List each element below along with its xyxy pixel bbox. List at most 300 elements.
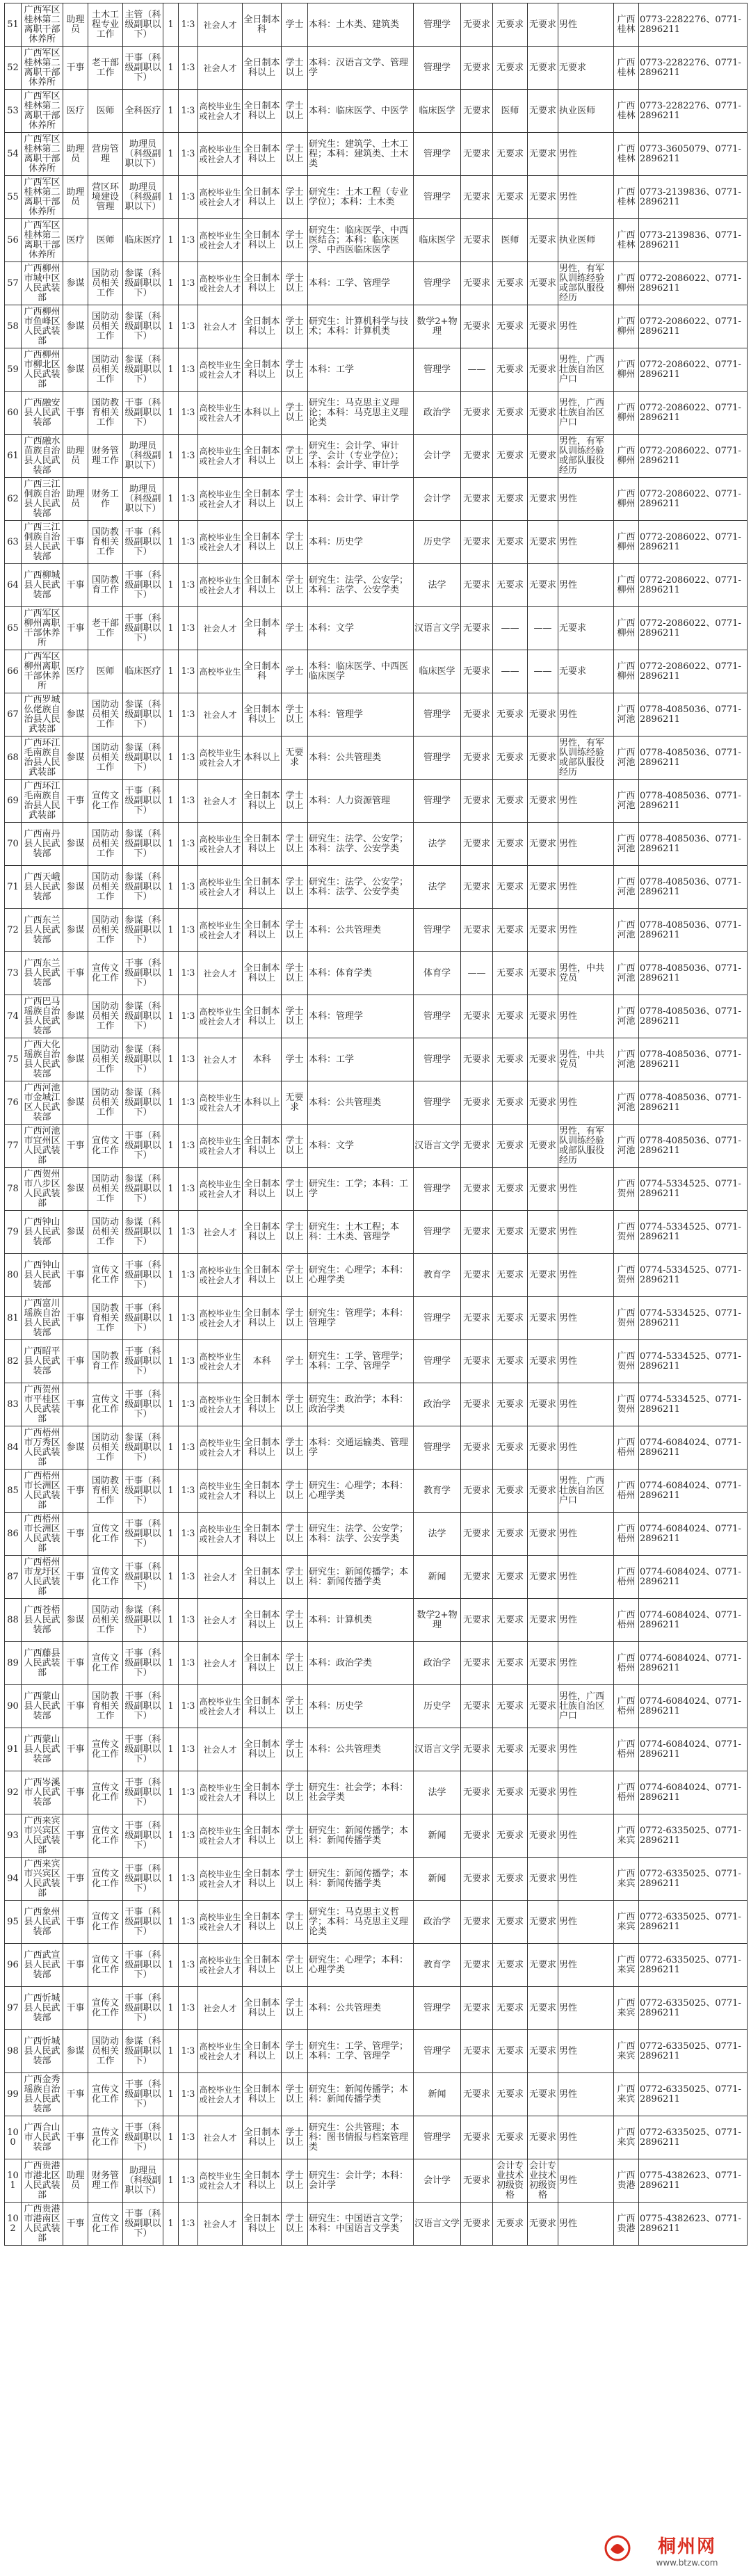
cell-age: 无要求	[461, 2116, 493, 2159]
table-row	[5, 1987, 748, 2030]
cell-age: ——	[461, 952, 493, 995]
cell-age: 无要求	[461, 1038, 493, 1081]
cell-qualification: 无要求	[493, 1814, 528, 1858]
cell-certificate: 无要求	[528, 1642, 558, 1685]
cell-education: 全日制本科以上	[243, 1211, 282, 1254]
cell-location: 广西贺州	[614, 1254, 639, 1297]
cell-position-category: 干事	[63, 1642, 88, 1685]
cell-position-category: 助理员	[63, 3, 88, 47]
cell-position-duty: 营房管理	[88, 133, 123, 176]
table-row	[5, 823, 748, 866]
cell-exam-subject: 法学	[414, 823, 461, 866]
cell-source: 高校毕业生或社会人才	[198, 1470, 243, 1513]
cell-exam-subject: 管理学	[414, 1211, 461, 1254]
table-row	[5, 262, 748, 305]
cell-exam-ratio: 1∶3	[179, 1685, 198, 1728]
cell-major: 研究生：工学、管理学；本科：工学、管理学	[308, 1340, 414, 1383]
table-body	[5, 3, 748, 2246]
cell-location: 广西梧州	[614, 1599, 639, 1642]
cell-position-title: 全科医疗	[123, 90, 163, 133]
cell-position-category: 参谋	[63, 1081, 88, 1125]
cell-degree: 学士以上	[282, 1987, 308, 2030]
cell-position-title: 临床医疗	[123, 650, 163, 693]
cell-age: 无要求	[461, 90, 493, 133]
cell-age: ——	[461, 348, 493, 392]
cell-age: 无要求	[461, 3, 493, 47]
cell-age: 无要求	[461, 607, 493, 650]
cell-other-requirement: 男性	[558, 478, 614, 521]
cell-location: 广西梧州	[614, 1513, 639, 1556]
cell-degree: 学士以上	[282, 2030, 308, 2073]
cell-employer: 广西忻城县人民武装部	[22, 2030, 63, 2073]
cell-exam-subject: 法学	[414, 1771, 461, 1814]
cell-age: 无要求	[461, 1556, 493, 1599]
cell-certificate: 无要求	[528, 1771, 558, 1814]
cell-exam-ratio: 1∶3	[179, 952, 198, 995]
cell-location: 广西河池	[614, 1125, 639, 1168]
cell-position-category: 参谋	[63, 1038, 88, 1081]
cell-contact-phone: 0773-3605079、0771-2896211	[639, 133, 748, 176]
cell-exam-subject: 新闻	[414, 1858, 461, 1901]
cell-source: 高校毕业生或社会人才	[198, 1944, 243, 1987]
cell-degree: 学士以上	[282, 780, 308, 823]
cell-position-title: 干事（科级副职以下）	[123, 2203, 163, 2246]
cell-row-number: 98	[5, 2030, 22, 2073]
cell-exam-ratio: 1∶3	[179, 693, 198, 736]
cell-other-requirement: 无要求	[558, 607, 614, 650]
cell-age: 无要求	[461, 823, 493, 866]
cell-position-duty: 国防教育相关工作	[88, 1470, 123, 1513]
cell-source: 高校毕业生或社会人才	[198, 1254, 243, 1297]
cell-location: 广西贺州	[614, 1340, 639, 1383]
cell-position-title: 干事（科级副职以下）	[123, 1901, 163, 1944]
cell-headcount: 1	[163, 1470, 179, 1513]
cell-headcount: 1	[163, 1642, 179, 1685]
cell-other-requirement: 男性	[558, 521, 614, 564]
cell-degree: 学士以上	[282, 1556, 308, 1599]
cell-age: 无要求	[461, 2203, 493, 2246]
cell-headcount: 1	[163, 650, 179, 693]
cell-education: 全日制本科以上	[243, 866, 282, 909]
cell-position-title: 助理员（科级副职以下）	[123, 478, 163, 521]
cell-major: 本科：公共管理类	[308, 1081, 414, 1125]
cell-source: 高校毕业生或社会人才	[198, 219, 243, 262]
cell-source: 高校毕业生或社会人才	[198, 1383, 243, 1426]
cell-major: 研究生：会计学、审计学、会计（专业学位）；本科：会计学、审计学	[308, 435, 414, 478]
cell-position-category: 参谋	[63, 305, 88, 348]
cell-exam-subject: 管理学	[414, 736, 461, 780]
cell-exam-ratio: 1∶3	[179, 607, 198, 650]
cell-employer: 广西梧州市长洲区人民武装部	[22, 1470, 63, 1513]
cell-employer: 广西贵港市港南区人民武装部	[22, 2203, 63, 2246]
cell-other-requirement: 男性	[558, 909, 614, 952]
cell-other-requirement: 男性	[558, 2073, 614, 2116]
cell-exam-subject: 教育学	[414, 1944, 461, 1987]
table-row	[5, 1513, 748, 1556]
table-row	[5, 1470, 748, 1513]
cell-location: 广西梧州	[614, 1470, 639, 1513]
cell-source: 社会人才	[198, 780, 243, 823]
cell-other-requirement: 男性	[558, 1168, 614, 1211]
cell-source: 社会人才	[198, 1728, 243, 1771]
cell-exam-subject: 历史学	[414, 521, 461, 564]
cell-degree: 学士	[282, 1340, 308, 1383]
cell-row-number: 68	[5, 736, 22, 780]
cell-major: 研究生：公共管理；本科：图书情报与档案管理类	[308, 2116, 414, 2159]
cell-location: 广西柳州	[614, 435, 639, 478]
cell-other-requirement: 男性	[558, 1814, 614, 1858]
cell-education: 全日制本科以上	[243, 1944, 282, 1987]
cell-location: 广西柳州	[614, 521, 639, 564]
cell-row-number: 95	[5, 1901, 22, 1944]
cell-contact-phone: 0778-4085036、0771-2896211	[639, 780, 748, 823]
cell-headcount: 1	[163, 219, 179, 262]
cell-contact-phone: 0772-2086022、0771-2896211	[639, 305, 748, 348]
cell-exam-subject: 新闻	[414, 1556, 461, 1599]
cell-row-number: 100	[5, 2116, 22, 2159]
cell-source: 高校毕业生或社会人才	[198, 90, 243, 133]
cell-degree: 学士以上	[282, 866, 308, 909]
table-row	[5, 478, 748, 521]
cell-exam-subject: 管理学	[414, 1297, 461, 1340]
cell-education: 全日制本科以上	[243, 219, 282, 262]
cell-headcount: 1	[163, 478, 179, 521]
cell-certificate: 无要求	[528, 1470, 558, 1513]
cell-position-title: 参谋（科级副职以下）	[123, 262, 163, 305]
cell-major: 本科：体育学类	[308, 952, 414, 995]
cell-position-duty: 国防动员相关工作	[88, 736, 123, 780]
cell-certificate: 无要求	[528, 1081, 558, 1125]
cell-position-category: 助理员	[63, 176, 88, 219]
cell-education: 全日制本科以上	[243, 1987, 282, 2030]
cell-position-title: 干事（科级副职以下）	[123, 607, 163, 650]
cell-position-category: 干事	[63, 1728, 88, 1771]
cell-employer: 广西钟山县人民武装部	[22, 1211, 63, 1254]
cell-exam-ratio: 1∶3	[179, 2116, 198, 2159]
cell-qualification: 无要求	[493, 1944, 528, 1987]
cell-position-duty: 国防动员相关工作	[88, 305, 123, 348]
cell-degree: 学士以上	[282, 1426, 308, 1470]
cell-location: 广西河池	[614, 866, 639, 909]
cell-qualification: 无要求	[493, 262, 528, 305]
cell-position-duty: 国防动员相关工作	[88, 262, 123, 305]
cell-exam-subject: 管理学	[414, 995, 461, 1038]
cell-contact-phone: 0774-5334525、0771-2896211	[639, 1297, 748, 1340]
table-row	[5, 1556, 748, 1599]
cell-position-duty: 财务管理工作	[88, 435, 123, 478]
cell-exam-ratio: 1∶3	[179, 1858, 198, 1901]
cell-row-number: 76	[5, 1081, 22, 1125]
cell-row-number: 82	[5, 1340, 22, 1383]
site-watermark	[629, 2527, 745, 2572]
cell-source: 高校毕业生或社会人才	[198, 435, 243, 478]
cell-major: 研究生：临床医学、中西医结合；本科：临床医学、中西医临床医学	[308, 219, 414, 262]
cell-exam-ratio: 1∶3	[179, 2030, 198, 2073]
cell-major: 研究生：工学、管理学；本科：工学、管理学	[308, 2030, 414, 2073]
cell-degree: 学士	[282, 607, 308, 650]
cell-major: 研究生：心理学；本科：心理学类	[308, 1944, 414, 1987]
cell-qualification: 无要求	[493, 1858, 528, 1901]
cell-other-requirement: 男性，中共党员	[558, 952, 614, 995]
cell-position-category: 参谋	[63, 909, 88, 952]
cell-certificate: 无要求	[528, 564, 558, 607]
cell-other-requirement: 男性	[558, 3, 614, 47]
cell-certificate: 无要求	[528, 176, 558, 219]
cell-headcount: 1	[163, 1728, 179, 1771]
cell-education: 全日制本科以上	[243, 435, 282, 478]
cell-position-title: 干事（科级副职以下）	[123, 1987, 163, 2030]
cell-contact-phone: 0773-2282276、0771-2896211	[639, 47, 748, 90]
cell-degree: 学士以上	[282, 2116, 308, 2159]
cell-degree: 学士以上	[282, 176, 308, 219]
cell-degree: 学士以上	[282, 1125, 308, 1168]
cell-qualification: 无要求	[493, 1297, 528, 1340]
cell-age: 无要求	[461, 521, 493, 564]
cell-position-category: 干事	[63, 2203, 88, 2246]
cell-position-title: 干事（科级副职以下）	[123, 1125, 163, 1168]
cell-major: 本科：人力资源管理	[308, 780, 414, 823]
cell-exam-ratio: 1∶3	[179, 736, 198, 780]
table-row	[5, 47, 748, 90]
cell-employer: 广西来宾市兴宾区人民武装部	[22, 1814, 63, 1858]
cell-major: 本科：管理学	[308, 693, 414, 736]
cell-other-requirement: 男性	[558, 780, 614, 823]
cell-education: 全日制本科以上	[243, 47, 282, 90]
cell-position-duty: 宣传文化工作	[88, 1556, 123, 1599]
cell-location: 广西桂林	[614, 3, 639, 47]
cell-exam-ratio: 1∶3	[179, 1901, 198, 1944]
cell-position-title: 干事（科级副职以下）	[123, 1771, 163, 1814]
cell-headcount: 1	[163, 1125, 179, 1168]
cell-certificate: 会计专业技术初级资格	[528, 2159, 558, 2203]
cell-exam-subject: 数学2+物理	[414, 305, 461, 348]
cell-position-title: 参谋（科级副职以下）	[123, 1168, 163, 1211]
cell-exam-subject: 管理学	[414, 176, 461, 219]
cell-headcount: 1	[163, 693, 179, 736]
cell-major: 研究生：计算机科学与技术；本科：计算机类	[308, 305, 414, 348]
cell-location: 广西来宾	[614, 1814, 639, 1858]
site-logo-icon	[604, 2534, 631, 2562]
cell-position-title: 干事（科级副职以下）	[123, 392, 163, 435]
cell-exam-subject: 管理学	[414, 1081, 461, 1125]
cell-position-duty: 国防教育工作	[88, 1340, 123, 1383]
cell-other-requirement: 无要求	[558, 650, 614, 693]
cell-location: 广西贺州	[614, 1211, 639, 1254]
cell-age: 无要求	[461, 1426, 493, 1470]
cell-exam-subject: 历史学	[414, 1685, 461, 1728]
cell-position-category: 参谋	[63, 1211, 88, 1254]
cell-other-requirement: 男性	[558, 823, 614, 866]
cell-education: 全日制本科以上	[243, 1858, 282, 1901]
cell-contact-phone: 0772-6335025、0771-2896211	[639, 1944, 748, 1987]
cell-education: 全日制本科以上	[243, 952, 282, 995]
cell-position-title: 干事（科级副职以下）	[123, 1685, 163, 1728]
cell-source: 高校毕业生或社会人才	[198, 736, 243, 780]
cell-age: 无要求	[461, 1383, 493, 1426]
cell-row-number: 86	[5, 1513, 22, 1556]
cell-major: 研究生：工学；本科：工学	[308, 1168, 414, 1211]
cell-certificate: 无要求	[528, 1297, 558, 1340]
cell-degree: 学士以上	[282, 1168, 308, 1211]
cell-age: 无要求	[461, 866, 493, 909]
cell-headcount: 1	[163, 305, 179, 348]
cell-position-duty: 国防教育相关工作	[88, 1297, 123, 1340]
cell-qualification: 无要求	[493, 1771, 528, 1814]
cell-qualification: 无要求	[493, 1038, 528, 1081]
cell-contact-phone: 0778-4085036、0771-2896211	[639, 866, 748, 909]
cell-age: 无要求	[461, 1340, 493, 1383]
cell-row-number: 53	[5, 90, 22, 133]
cell-employer: 广西昭平县人民武装部	[22, 1340, 63, 1383]
cell-employer: 广西环江毛南族自治县人民武装部	[22, 780, 63, 823]
cell-employer: 广西军区桂林第二离职干部休养所	[22, 176, 63, 219]
cell-exam-ratio: 1∶3	[179, 1081, 198, 1125]
cell-other-requirement: 男性	[558, 2159, 614, 2203]
cell-location: 广西来宾	[614, 1944, 639, 1987]
table-row	[5, 1081, 748, 1125]
cell-contact-phone: 0772-2086022、0771-2896211	[639, 521, 748, 564]
cell-location: 广西柳州	[614, 478, 639, 521]
cell-source: 社会人才	[198, 693, 243, 736]
cell-age: 无要求	[461, 650, 493, 693]
cell-headcount: 1	[163, 1858, 179, 1901]
cell-location: 广西来宾	[614, 1901, 639, 1944]
cell-certificate: 无要求	[528, 909, 558, 952]
cell-position-title: 干事（科级副职以下）	[123, 1340, 163, 1383]
cell-location: 广西贺州	[614, 1297, 639, 1340]
table-row	[5, 1771, 748, 1814]
cell-exam-subject: 管理学	[414, 1426, 461, 1470]
cell-exam-ratio: 1∶3	[179, 348, 198, 392]
cell-source: 高校毕业生或社会人才	[198, 1340, 243, 1383]
cell-row-number: 102	[5, 2203, 22, 2246]
cell-employer: 广西河池市宜州区人民武装部	[22, 1125, 63, 1168]
cell-position-category: 干事	[63, 564, 88, 607]
cell-headcount: 1	[163, 1987, 179, 2030]
cell-location: 广西河池	[614, 909, 639, 952]
cell-major: 研究生：社会学；本科：社会学类	[308, 1771, 414, 1814]
cell-qualification: 医师	[493, 219, 528, 262]
cell-age: 无要求	[461, 435, 493, 478]
cell-education: 全日制本科以上	[243, 521, 282, 564]
cell-age: 无要求	[461, 909, 493, 952]
cell-contact-phone: 0773-2282276、0771-2896211	[639, 90, 748, 133]
cell-age: 无要求	[461, 1987, 493, 2030]
cell-qualification: 无要求	[493, 1556, 528, 1599]
cell-education: 全日制本科以上	[243, 1168, 282, 1211]
cell-degree: 学士以上	[282, 1771, 308, 1814]
cell-education: 全日制本科以上	[243, 909, 282, 952]
cell-education: 全日制本科	[243, 3, 282, 47]
cell-location: 广西河池	[614, 995, 639, 1038]
cell-age: 无要求	[461, 736, 493, 780]
cell-source: 高校毕业生或社会人才	[198, 823, 243, 866]
cell-headcount: 1	[163, 564, 179, 607]
table-row	[5, 219, 748, 262]
cell-exam-subject: 管理学	[414, 262, 461, 305]
cell-other-requirement: 男性	[558, 1901, 614, 1944]
cell-certificate: 无要求	[528, 435, 558, 478]
cell-position-duty: 医师	[88, 650, 123, 693]
cell-source: 社会人才	[198, 2203, 243, 2246]
cell-employer: 广西大化瑶族自治县人民武装部	[22, 1038, 63, 1081]
cell-source: 高校毕业生或社会人才	[198, 348, 243, 392]
cell-headcount: 1	[163, 607, 179, 650]
cell-row-number: 66	[5, 650, 22, 693]
cell-position-title: 临床医疗	[123, 219, 163, 262]
cell-position-duty: 宣传文化工作	[88, 1383, 123, 1426]
cell-exam-subject: 汉语言文学	[414, 1728, 461, 1771]
cell-headcount: 1	[163, 780, 179, 823]
cell-education: 全日制本科以上	[243, 262, 282, 305]
cell-contact-phone: 0778-4085036、0771-2896211	[639, 693, 748, 736]
cell-contact-phone: 0772-6335025、0771-2896211	[639, 1901, 748, 1944]
cell-exam-ratio: 1∶3	[179, 1340, 198, 1383]
cell-degree: 学士以上	[282, 90, 308, 133]
cell-employer: 广西贵港市港北区人民武装部	[22, 2159, 63, 2203]
cell-exam-ratio: 1∶3	[179, 176, 198, 219]
cell-degree: 学士以上	[282, 392, 308, 435]
cell-exam-subject: 管理学	[414, 780, 461, 823]
cell-source: 社会人才	[198, 1556, 243, 1599]
cell-exam-subject: 政治学	[414, 1383, 461, 1426]
cell-location: 广西梧州	[614, 1728, 639, 1771]
cell-exam-subject: 汉语言文学	[414, 2203, 461, 2246]
cell-contact-phone: 0772-2086022、0771-2896211	[639, 650, 748, 693]
cell-age: 无要求	[461, 176, 493, 219]
cell-degree: 无要求	[282, 736, 308, 780]
cell-exam-subject: 管理学	[414, 47, 461, 90]
cell-major: 本科：公共管理类	[308, 736, 414, 780]
cell-exam-subject: 管理学	[414, 3, 461, 47]
cell-degree: 学士以上	[282, 1470, 308, 1513]
cell-certificate: 无要求	[528, 1814, 558, 1858]
cell-age: 无要求	[461, 693, 493, 736]
table-row	[5, 176, 748, 219]
cell-contact-phone: 0774-6084024、0771-2896211	[639, 1513, 748, 1556]
cell-certificate: 无要求	[528, 952, 558, 995]
cell-contact-phone: 0774-6084024、0771-2896211	[639, 1771, 748, 1814]
cell-exam-subject: 会计学	[414, 2159, 461, 2203]
cell-source: 高校毕业生或社会人才	[198, 1297, 243, 1340]
cell-major: 研究生：法学、公安学；本科：法学、公安学类	[308, 866, 414, 909]
cell-exam-ratio: 1∶3	[179, 1987, 198, 2030]
cell-exam-subject: 政治学	[414, 392, 461, 435]
cell-certificate: 无要求	[528, 133, 558, 176]
cell-position-category: 干事	[63, 1771, 88, 1814]
table-row	[5, 2030, 748, 2073]
cell-employer: 广西钟山县人民武装部	[22, 1254, 63, 1297]
cell-position-title: 主管（科级副职以下）	[123, 3, 163, 47]
cell-source: 高校毕业生或社会人才	[198, 133, 243, 176]
cell-exam-subject: 法学	[414, 1513, 461, 1556]
cell-position-title: 干事（科级副职以下）	[123, 521, 163, 564]
cell-major: 本科：公共管理类	[308, 909, 414, 952]
cell-qualification: 无要求	[493, 2116, 528, 2159]
cell-other-requirement: 男性	[558, 176, 614, 219]
cell-position-title: 干事（科级副职以下）	[123, 1470, 163, 1513]
cell-position-duty: 营区环境建设管理	[88, 176, 123, 219]
cell-location: 广西梧州	[614, 1685, 639, 1728]
cell-position-duty: 老干部工作	[88, 607, 123, 650]
cell-headcount: 1	[163, 90, 179, 133]
cell-position-category: 干事	[63, 1987, 88, 2030]
cell-major: 本科：管理学	[308, 995, 414, 1038]
cell-exam-ratio: 1∶3	[179, 1211, 198, 1254]
cell-row-number: 84	[5, 1426, 22, 1470]
cell-position-category: 参谋	[63, 348, 88, 392]
cell-position-category: 干事	[63, 1470, 88, 1513]
